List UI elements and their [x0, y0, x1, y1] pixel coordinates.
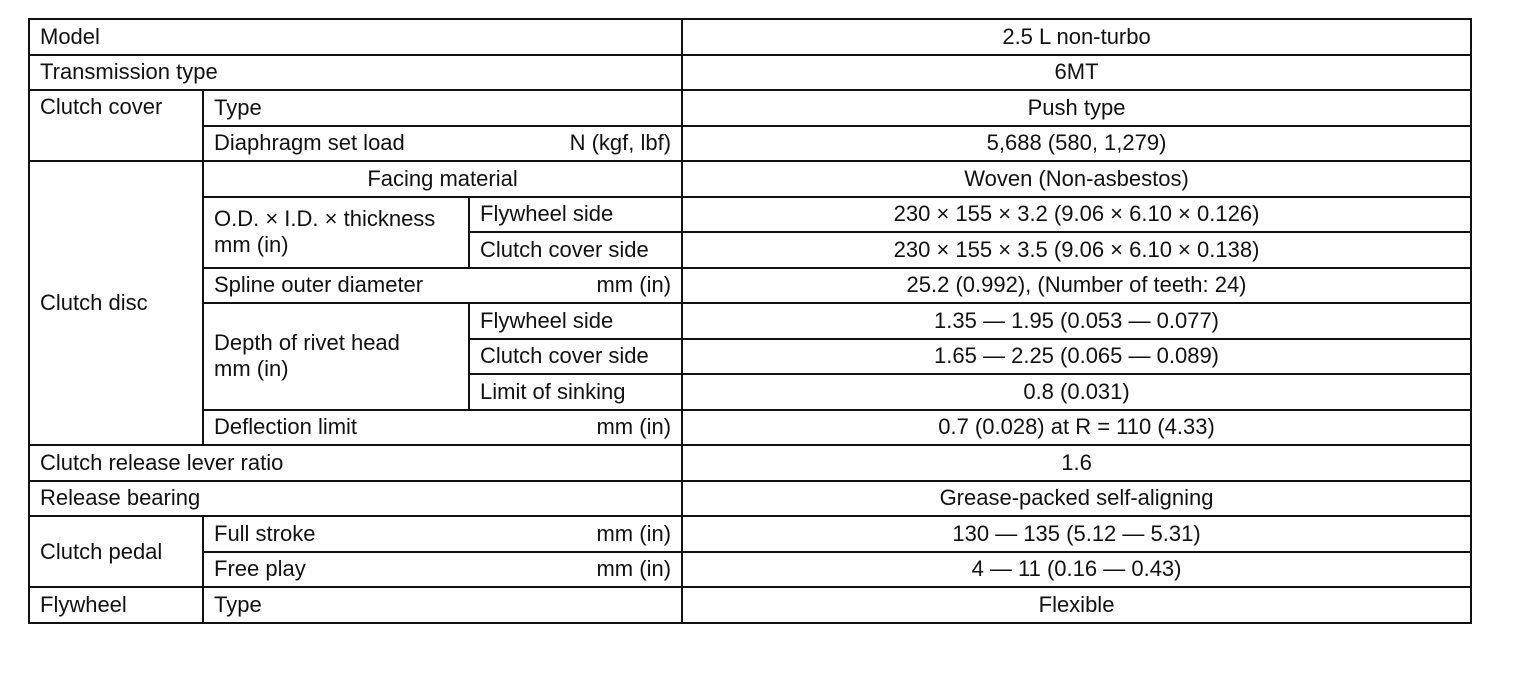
clutch-cover-label: Clutch cover	[29, 90, 203, 161]
free-play-cell	[203, 552, 682, 588]
table-row-rivet-flywheel	[29, 303, 1471, 339]
deflection-value: 0.7 (0.028) at R = 110 (4.33)	[682, 410, 1471, 446]
dims-flywheel-label: Flywheel side	[469, 197, 682, 233]
table-row-free-play	[29, 552, 1471, 588]
rivet-cover-value: 1.65 — 2.25 (0.065 — 0.089)	[682, 339, 1471, 375]
table-row-flywheel	[29, 587, 1471, 623]
deflection-unit: mm (in)	[596, 414, 672, 440]
dims-label-line2: mm (in)	[214, 232, 289, 257]
table-row-dims-flywheel	[29, 197, 1471, 233]
table-row-deflection	[29, 410, 1471, 446]
dims-label	[203, 197, 469, 268]
diaphragm-cell	[203, 126, 682, 162]
deflection-cell	[203, 410, 682, 446]
dims-cover-label: Clutch cover side	[469, 232, 682, 268]
full-stroke-cell	[203, 516, 682, 552]
clutch-cover-type-value: Push type	[682, 90, 1471, 126]
rivet-flywheel-value: 1.35 — 1.95 (0.053 — 0.077)	[682, 303, 1471, 339]
transmission-label: Transmission type	[29, 55, 682, 91]
rivet-label	[203, 303, 469, 410]
dims-label-line1: O.D. × I.D. × thickness	[214, 206, 436, 231]
full-stroke-value: 130 — 135 (5.12 — 5.31)	[682, 516, 1471, 552]
model-value: 2.5 L non-turbo	[682, 19, 1471, 55]
clutch-cover-type-label: Type	[203, 90, 682, 126]
release-lever-value: 1.6	[682, 445, 1471, 481]
clutch-pedal-label: Clutch pedal	[29, 516, 203, 587]
table-row-spline	[29, 268, 1471, 304]
table-row-release-lever	[29, 445, 1471, 481]
transmission-value: 6MT	[682, 55, 1471, 91]
release-bearing-value: Grease-packed self-aligning	[682, 481, 1471, 517]
clutch-disc-label: Clutch disc	[29, 161, 203, 445]
free-play-value: 4 — 11 (0.16 — 0.43)	[682, 552, 1471, 588]
diaphragm-label: Diaphragm set load	[214, 130, 405, 156]
model-label: Model	[29, 19, 682, 55]
rivet-label-line2: mm (in)	[214, 356, 289, 382]
free-play-unit: mm (in)	[596, 556, 672, 582]
rivet-label-line1: Depth of rivet head	[214, 330, 400, 356]
deflection-label: Deflection limit	[214, 414, 358, 440]
flywheel-type-value: Flexible	[682, 587, 1471, 623]
table-row-facing	[29, 161, 1471, 197]
flywheel-type-label: Type	[203, 587, 682, 623]
full-stroke-unit: mm (in)	[596, 520, 672, 546]
table-row-model	[29, 19, 1471, 55]
diaphragm-unit: N (kgf, lbf)	[569, 130, 672, 156]
spline-unit: mm (in)	[596, 272, 672, 298]
facing-value: Woven (Non-asbestos)	[682, 161, 1471, 197]
clutch-spec-table	[28, 18, 1472, 624]
full-stroke-label: Full stroke	[214, 520, 316, 546]
release-lever-label: Clutch release lever ratio	[29, 445, 682, 481]
release-bearing-label: Release bearing	[29, 481, 682, 517]
flywheel-label: Flywheel	[29, 587, 203, 623]
spline-label: Spline outer diameter	[214, 272, 424, 298]
dims-cover-value: 230 × 155 × 3.5 (9.06 × 6.10 × 0.138)	[682, 232, 1471, 268]
facing-label: Facing material	[203, 161, 682, 197]
table-row-release-bearing	[29, 481, 1471, 517]
free-play-label: Free play	[214, 556, 306, 582]
rivet-limit-label: Limit of sinking	[469, 374, 682, 410]
spline-cell	[203, 268, 682, 304]
rivet-cover-label: Clutch cover side	[469, 339, 682, 375]
table-row-diaphragm	[29, 126, 1471, 162]
table-row-transmission	[29, 55, 1471, 91]
rivet-limit-value: 0.8 (0.031)	[682, 374, 1471, 410]
table-row-clutch-cover-type	[29, 90, 1471, 126]
spline-value: 25.2 (0.992), (Number of teeth: 24)	[682, 268, 1471, 304]
table-row-full-stroke	[29, 516, 1471, 552]
diaphragm-value: 5,688 (580, 1,279)	[682, 126, 1471, 162]
rivet-flywheel-label: Flywheel side	[469, 303, 682, 339]
dims-flywheel-value: 230 × 155 × 3.2 (9.06 × 6.10 × 0.126)	[682, 197, 1471, 233]
